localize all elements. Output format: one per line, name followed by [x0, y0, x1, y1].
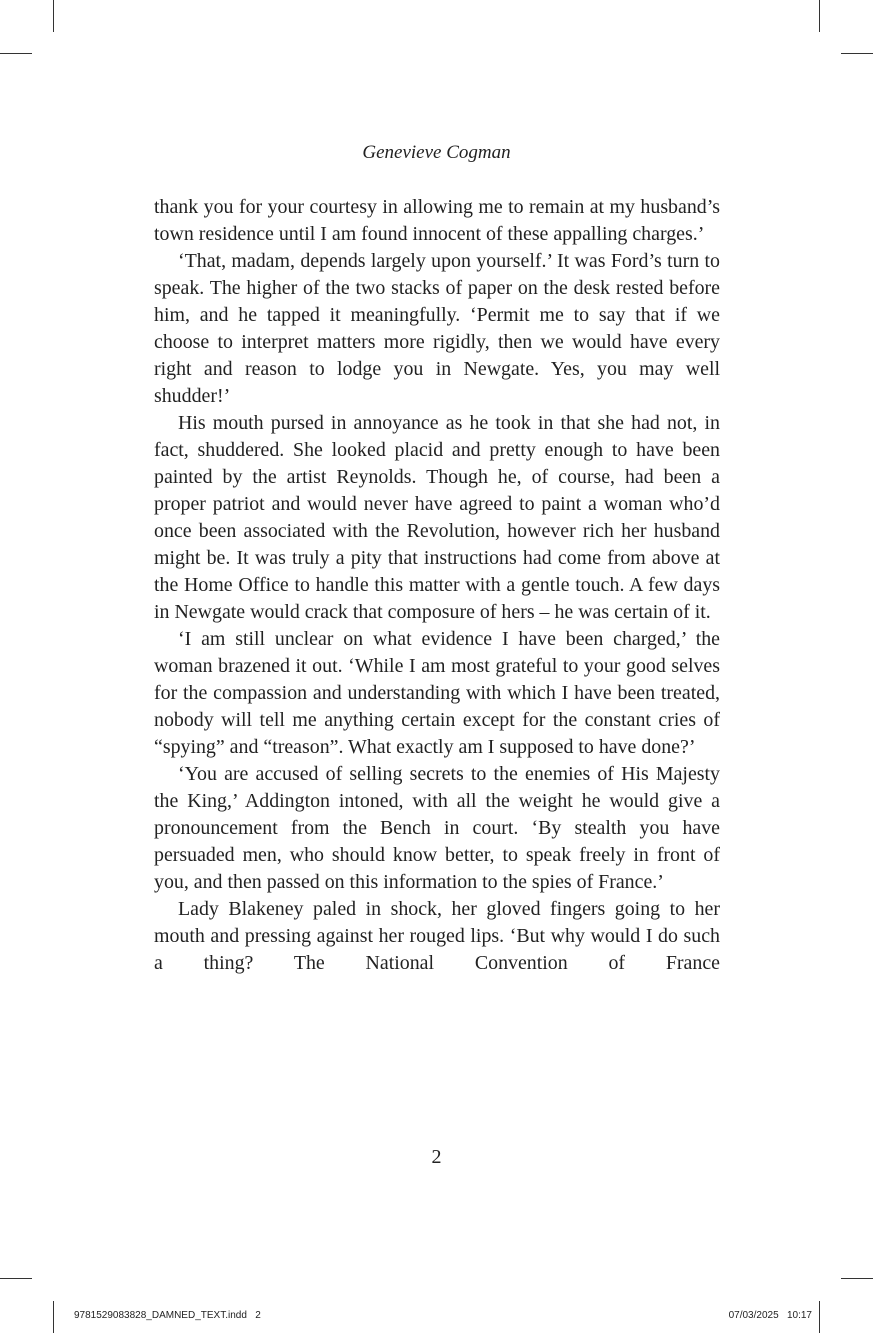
body-text: [154, 194, 720, 977]
crop-mark-bottom-right: [819, 1301, 820, 1333]
crop-mark-right-top: [841, 53, 873, 54]
running-head: Genevieve Cogman: [362, 142, 511, 163]
slug-date: 07/03/2025 10:17: [728, 1310, 812, 1321]
crop-mark-right-bottom: [841, 1278, 873, 1279]
paragraph-5: ‘You are accused of selling secrets to the enemies of His Majesty the King,’ Addington intoned, with all the weight he would give a pronouncement from the Bench in court. ‘By stealth you have persuaded men, who should know better, to speak freely in front of you, and then passed on this information to the spies of France.’: [154, 763, 720, 893]
crop-mark-bottom-left: [53, 1301, 54, 1333]
paragraph-3: His mouth pursed in annoyance as he took in that she had not, in fact, shuddered. She looked placid and pretty enough to have been painted by the artist Reynolds. Though he, of course, had been a proper patriot and would never have agreed to paint a woman who’d once been associated with the Revolution, however rich her husband might be. It was truly a pity that instructions had come from above at the Home Office to handle this matter with a gentle touch. A few days in Newgate would crack that composure of hers – he was certain of it.: [154, 412, 720, 623]
paragraph-2: ‘That, madam, depends largely upon yourself.’ It was Ford’s turn to speak. The higher of the two stacks of paper on the desk rested before him, and he tapped it meaningfully. ‘Permit me to say that if we choose to interpret matters more rigidly, then we would have every right and reason to lodge you in Newgate. Yes, you may well shudder!’: [154, 250, 720, 407]
crop-mark-top-left: [53, 0, 54, 32]
crop-mark-top-right: [819, 0, 820, 32]
crop-mark-left-top: [0, 53, 32, 54]
paragraph-6: Lady Blakeney paled in shock, her gloved fingers going to her mouth and pressing against her rouged lips. ‘But why would I do such a thing? The National Convention of France: [154, 898, 720, 974]
slug-filename: 9781529083828_DAMNED_TEXT.indd 2: [74, 1310, 261, 1321]
crop-mark-left-bottom: [0, 1278, 32, 1279]
page-number: 2: [431, 1146, 442, 1168]
paragraph-4: ‘I am still unclear on what evidence I have been charged,’ the woman brazened it out. ‘While I am most grateful to your good selves for the compassion and understanding with which I have been treated, nobody will tell me anything certain except for the constant cries of “spying” and “treason”. What exactly am I supposed to have done?’: [154, 628, 720, 758]
paragraph-1: thank you for your courtesy in allowing me to remain at my husband’s town residence until I am found innocent of these appalling charges.’: [154, 196, 720, 245]
